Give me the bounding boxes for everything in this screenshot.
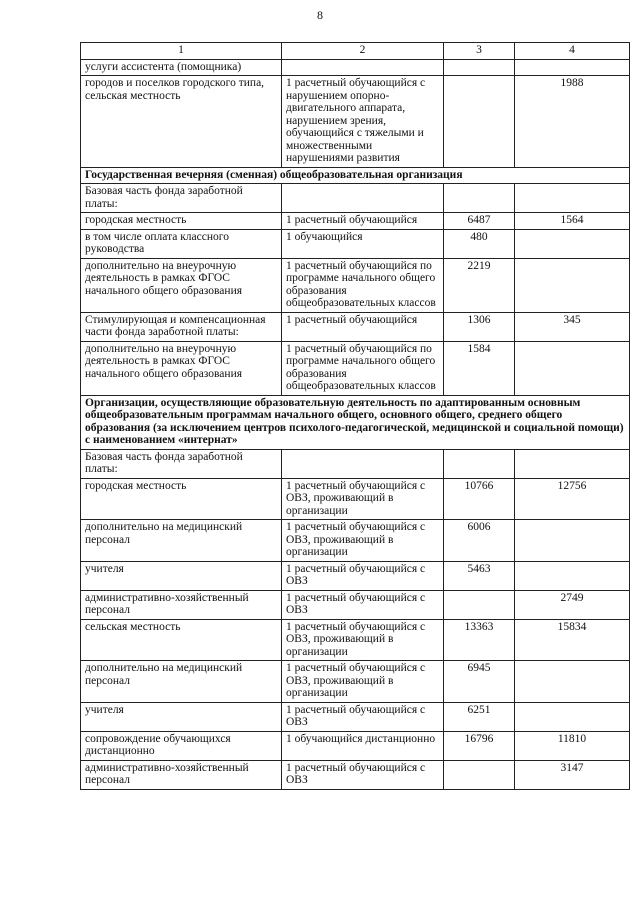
indicator-cell: городская местность xyxy=(81,478,282,520)
indicator-cell: городов и поселков городского типа, сельская местность xyxy=(81,76,282,168)
unit-cell: 1 расчетный обучающийся с ОВЗ, проживающий в организации xyxy=(282,520,444,562)
table-row xyxy=(81,478,630,520)
unit-cell xyxy=(282,449,444,478)
norm-value-cell: 10766 xyxy=(444,478,515,520)
unit-cell: 1 расчетный обучающийся с ОВЗ xyxy=(282,561,444,590)
norms-table xyxy=(80,42,630,790)
norm-value-cell: 6006 xyxy=(444,520,515,562)
unit-cell: 1 расчетный обучающийся с ОВЗ xyxy=(282,760,444,789)
norm-value-cell xyxy=(444,184,515,213)
table-row xyxy=(81,590,630,619)
unit-cell xyxy=(282,59,444,76)
norm-value-cell: 5463 xyxy=(444,561,515,590)
norm-value-cell: 1584 xyxy=(444,341,515,395)
norm-value-cell: 6487 xyxy=(444,213,515,230)
indicator-cell: услуги ассистента (помощника) xyxy=(81,59,282,76)
indicator-cell: в том числе оплата классного руководства xyxy=(81,229,282,258)
table-row xyxy=(81,213,630,230)
unit-cell: 1 расчетный обучающийся с нарушением опорно-двигательного аппарата, нарушением зрения, обучающийся с тяжелыми и множественными нарушениями развития xyxy=(282,76,444,168)
extra-value-cell: 1564 xyxy=(515,213,630,230)
section-title: Организации, осуществляющие образовательную деятельность по адаптированным основным общеобразовательным программам начального общего, основного общего, среднего общего образования (за исключением центров психолого-педагогической, медицинской и социальной помощи) с наименованием «интернат» xyxy=(81,395,630,449)
unit-cell xyxy=(282,184,444,213)
table-body xyxy=(81,43,630,790)
norm-value-cell xyxy=(444,449,515,478)
indicator-cell: административно-хозяйственный персонал xyxy=(81,590,282,619)
page-number: 8 xyxy=(317,8,323,22)
unit-cell: 1 расчетный обучающийся с ОВЗ, проживающий в организации xyxy=(282,478,444,520)
norm-value-cell xyxy=(444,760,515,789)
table-row xyxy=(81,76,630,168)
norm-value-cell: 13363 xyxy=(444,619,515,661)
norm-value-cell: 480 xyxy=(444,229,515,258)
unit-cell: 1 расчетный обучающийся с ОВЗ xyxy=(282,590,444,619)
table-row xyxy=(81,760,630,789)
table-row xyxy=(81,619,630,661)
norm-value-cell xyxy=(444,590,515,619)
indicator-cell: городская местность xyxy=(81,213,282,230)
extra-value-cell xyxy=(515,520,630,562)
column-header-4: 4 xyxy=(515,43,630,60)
table-header-row xyxy=(81,43,630,60)
section-title: Государственная вечерняя (сменная) общеобразовательная организация xyxy=(81,167,630,184)
section-header-row xyxy=(81,395,630,449)
table-row xyxy=(81,661,630,703)
unit-cell: 1 обучающийся дистанционно xyxy=(282,731,444,760)
indicator-cell: административно-хозяйственный персонал xyxy=(81,760,282,789)
extra-value-cell: 2749 xyxy=(515,590,630,619)
extra-value-cell: 15834 xyxy=(515,619,630,661)
norm-value-cell xyxy=(444,59,515,76)
table-row xyxy=(81,312,630,341)
extra-value-cell xyxy=(515,184,630,213)
indicator-cell: учителя xyxy=(81,561,282,590)
table-row xyxy=(81,184,630,213)
unit-cell: 1 расчетный обучающийся с ОВЗ, проживающий в организации xyxy=(282,661,444,703)
indicator-cell: дополнительно на внеурочную деятельность в рамках ФГОС начального общего образования xyxy=(81,341,282,395)
table-row xyxy=(81,702,630,731)
unit-cell: 1 расчетный обучающийся с ОВЗ xyxy=(282,702,444,731)
extra-value-cell xyxy=(515,702,630,731)
table-row xyxy=(81,520,630,562)
indicator-cell: дополнительно на медицинский персонал xyxy=(81,661,282,703)
unit-cell: 1 расчетный обучающийся xyxy=(282,213,444,230)
table-row xyxy=(81,341,630,395)
extra-value-cell: 12756 xyxy=(515,478,630,520)
indicator-cell: дополнительно на внеурочную деятельность в рамках ФГОС начального общего образования xyxy=(81,258,282,312)
extra-value-cell: 3147 xyxy=(515,760,630,789)
indicator-cell: сельская местность xyxy=(81,619,282,661)
unit-cell: 1 расчетный обучающийся по программе начального общего образования общеобразовательных классов xyxy=(282,258,444,312)
table-row xyxy=(81,561,630,590)
extra-value-cell xyxy=(515,341,630,395)
norm-value-cell: 16796 xyxy=(444,731,515,760)
table-row xyxy=(81,59,630,76)
unit-cell: 1 расчетный обучающийся с ОВЗ, проживающий в организации xyxy=(282,619,444,661)
norm-value-cell: 6251 xyxy=(444,702,515,731)
extra-value-cell: 11810 xyxy=(515,731,630,760)
table-row xyxy=(81,731,630,760)
table-row xyxy=(81,229,630,258)
indicator-cell: Базовая часть фонда заработной платы: xyxy=(81,184,282,213)
extra-value-cell xyxy=(515,449,630,478)
indicator-cell: Стимулирующая и компенсационная части фонда заработной платы: xyxy=(81,312,282,341)
unit-cell: 1 расчетный обучающийся xyxy=(282,312,444,341)
indicator-cell: дополнительно на медицинский персонал xyxy=(81,520,282,562)
norm-value-cell xyxy=(444,76,515,168)
norm-value-cell: 2219 xyxy=(444,258,515,312)
indicator-cell: учителя xyxy=(81,702,282,731)
extra-value-cell xyxy=(515,661,630,703)
extra-value-cell xyxy=(515,258,630,312)
extra-value-cell xyxy=(515,561,630,590)
unit-cell: 1 обучающийся xyxy=(282,229,444,258)
extra-value-cell xyxy=(515,229,630,258)
table-row xyxy=(81,449,630,478)
table-row xyxy=(81,258,630,312)
column-header-1: 1 xyxy=(81,43,282,60)
extra-value-cell xyxy=(515,59,630,76)
column-header-3: 3 xyxy=(444,43,515,60)
section-header-row xyxy=(81,167,630,184)
indicator-cell: сопровождение обучающихся дистанционно xyxy=(81,731,282,760)
extra-value-cell: 1988 xyxy=(515,76,630,168)
column-header-2: 2 xyxy=(282,43,444,60)
norm-value-cell: 6945 xyxy=(444,661,515,703)
norm-value-cell: 1306 xyxy=(444,312,515,341)
extra-value-cell: 345 xyxy=(515,312,630,341)
unit-cell: 1 расчетный обучающийся по программе начального общего образования общеобразовательных классов xyxy=(282,341,444,395)
indicator-cell: Базовая часть фонда заработной платы: xyxy=(81,449,282,478)
